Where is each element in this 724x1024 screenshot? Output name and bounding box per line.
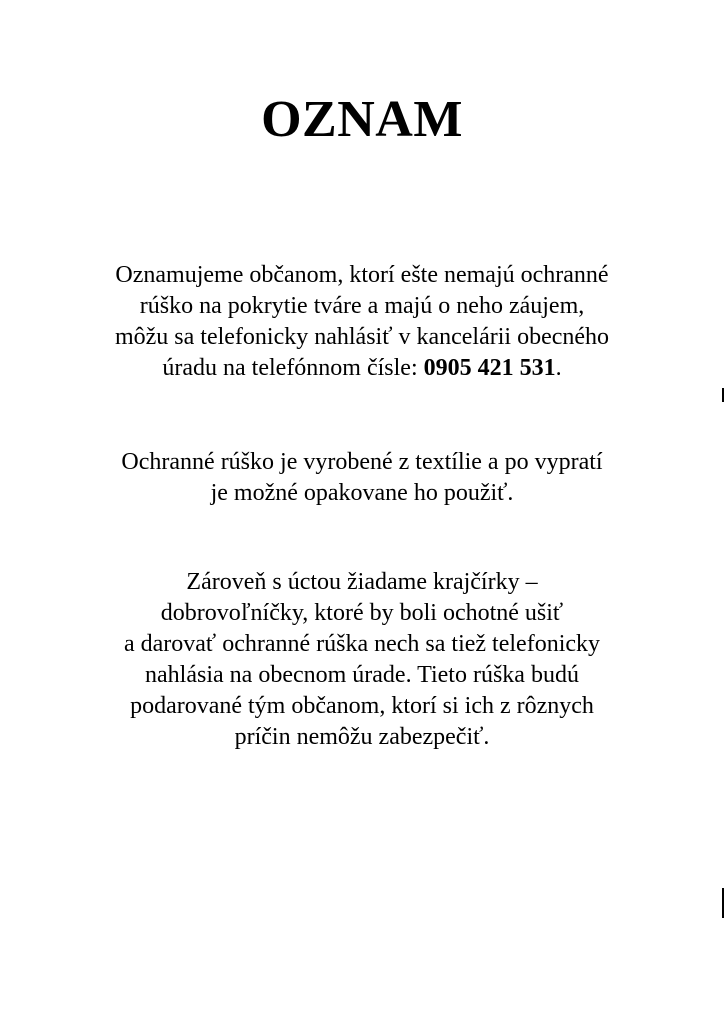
- text-line: dobrovoľníčky, ktoré by boli ochotné ušiť: [160, 600, 564, 626]
- text-line: Ochranné rúško je vyrobené z textílie a po vypratí: [121, 449, 603, 475]
- phone-prefix: úradu na telefónnom čísle:: [162, 355, 424, 381]
- text-line: Zároveň s úctou žiadame krajčírky –: [186, 569, 538, 595]
- notice-title: OZNAM: [261, 91, 463, 148]
- phone-number: 0905 421 531: [423, 355, 556, 381]
- paragraph-volunteers: [40, 567, 684, 753]
- text-line: Oznamujeme občanom, ktorí ešte nemajú ochranné: [115, 262, 609, 288]
- paragraph-reuse: [40, 447, 684, 509]
- text-line: rúško na pokrytie tváre a majú o neho záujem,: [139, 293, 585, 319]
- text-line: príčin nemôžu zabezpečiť.: [234, 724, 490, 750]
- text-line: podarované tým občanom, ktorí si ich z rôznych: [130, 693, 594, 719]
- text-line: je možné opakovane ho použiť.: [210, 480, 514, 506]
- text-line: nahlásia na obecnom úrade. Tieto rúška budú: [145, 662, 579, 688]
- text-line: môžu sa telefonicky nahlásiť v kancelárii obecného: [114, 324, 610, 350]
- paragraph-contact: [40, 260, 684, 384]
- text-line-with-phone: [40, 353, 684, 384]
- phone-suffix: .: [555, 355, 562, 381]
- text-line: a darovať ochranné rúška nech sa tiež telefonicky: [123, 631, 601, 657]
